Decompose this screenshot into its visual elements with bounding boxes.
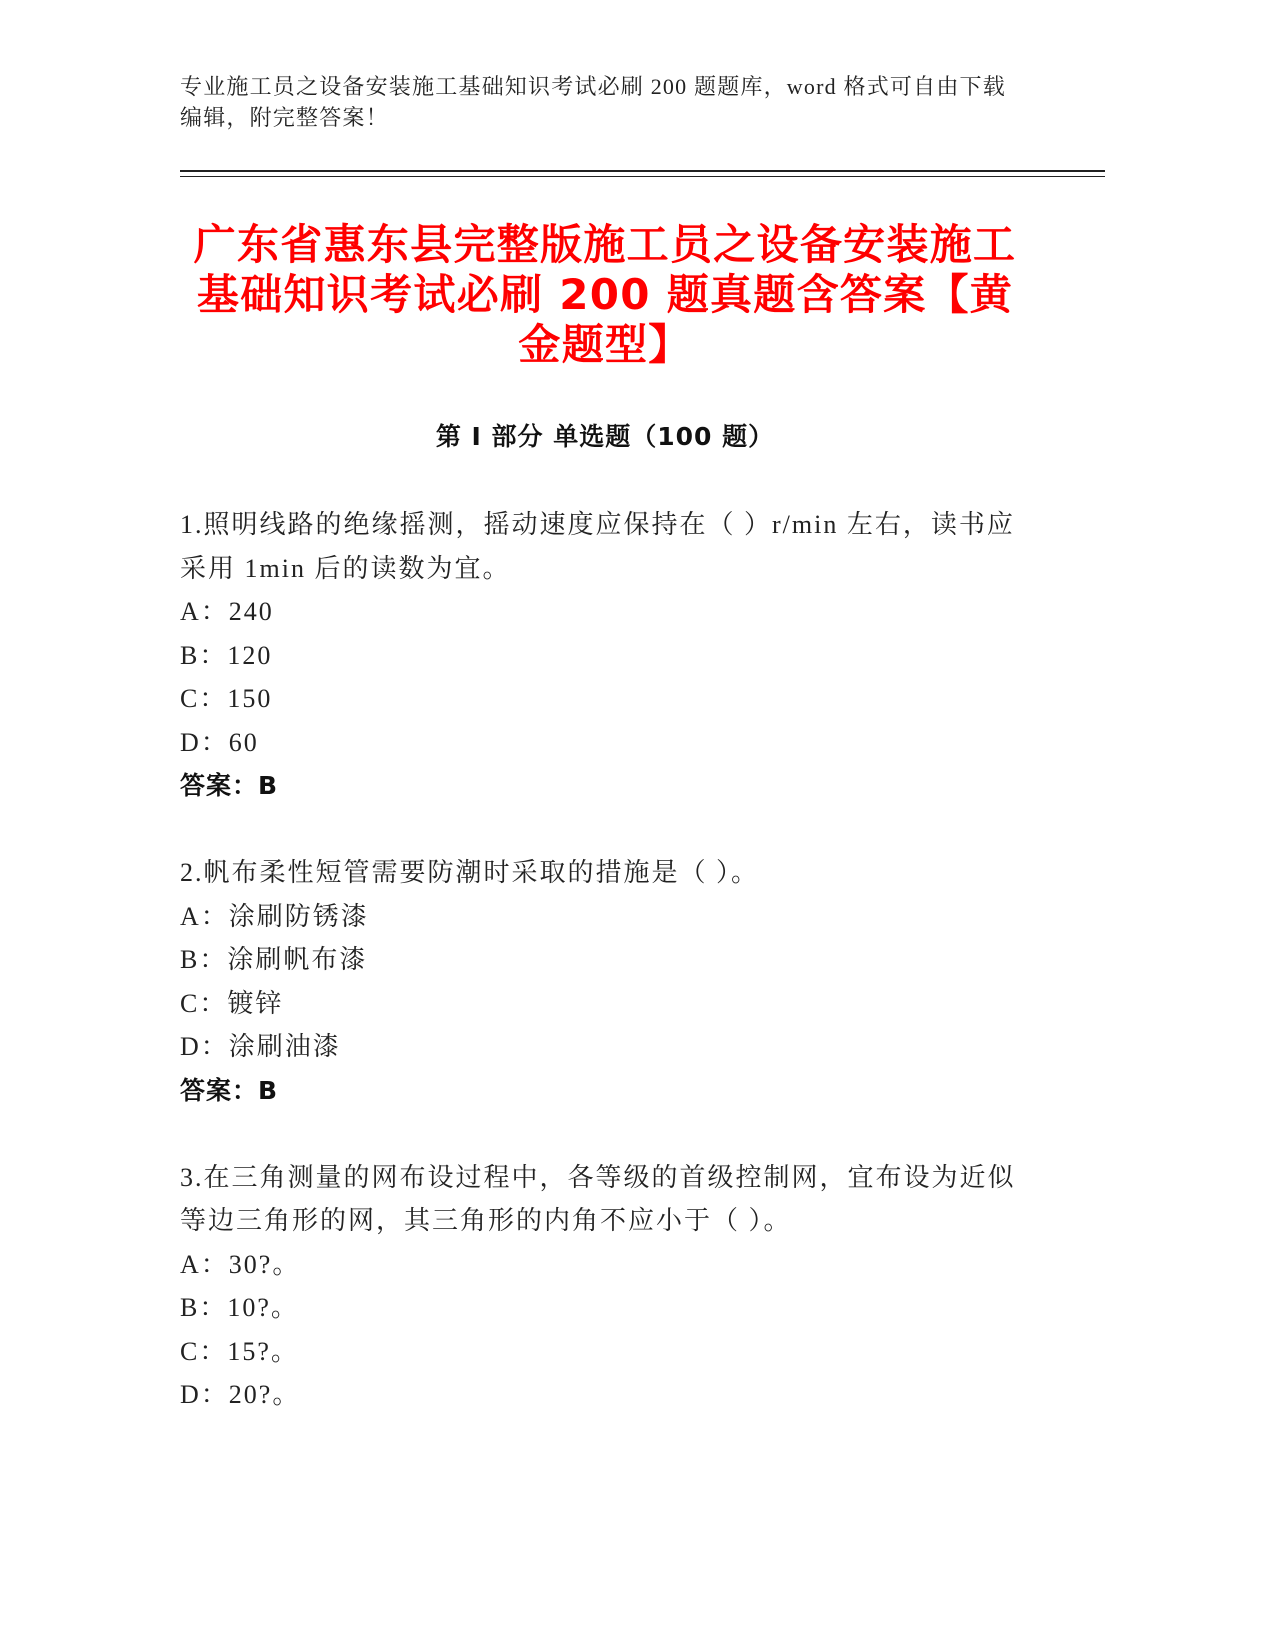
question-3 <box>180 1156 1040 1417</box>
option-c: C：镀锌 <box>180 988 284 1018</box>
question-2 <box>180 851 1040 1112</box>
question-stem: 1.照明线路的绝缘摇测，摇动速度应保持在（ ）r/min 左右，读书应采用 1min 后的读数为宜。 <box>180 510 1015 583</box>
question-stem: 2.帆布柔性短管需要防潮时采取的措施是（ ）。 <box>180 858 760 887</box>
option-a: A：30?。 <box>180 1249 301 1279</box>
option-a: A：涂刷防锈漆 <box>180 901 369 931</box>
option-b: B：涂刷帆布漆 <box>180 945 368 974</box>
document-title: 广东省惠东县完整版施工员之设备安装施工基础知识考试必刷 200 题真题含答案【黄金题型】 <box>193 220 1017 369</box>
answer-line <box>180 764 1040 808</box>
option-b: B：10?。 <box>180 1293 299 1322</box>
header-rule-thin <box>180 176 1105 177</box>
option-d: D：涂刷油漆 <box>180 1032 341 1061</box>
question-list <box>180 503 1040 1460</box>
option-c: C：15?。 <box>180 1336 299 1366</box>
header-rule-thick <box>180 170 1105 172</box>
section-heading: 第 I 部分 单选题（100 题） <box>435 422 775 451</box>
option-d: D：60 <box>180 727 259 757</box>
option-c: C：150 <box>180 684 273 713</box>
answer-label: 答案： <box>180 1075 259 1105</box>
answer-value: B <box>258 771 279 800</box>
answer-value: B <box>258 1075 279 1105</box>
question-stem: 3.在三角测量的网布设过程中，各等级的首级控制网，宜布设为近似等边三角形的网，其三角形的内角不应小于（ ）。 <box>180 1162 1016 1235</box>
question-1 <box>180 503 1040 808</box>
option-a: A：240 <box>180 597 274 626</box>
answer-line <box>180 1069 1040 1113</box>
answer-label: 答案： <box>180 771 259 800</box>
option-b: B：120 <box>180 640 273 670</box>
option-d: D：20?。 <box>180 1380 301 1409</box>
header-note: 专业施工员之设备安装施工基础知识考试必刷 200 题题库，word 格式可自由下载编辑，附完整答案！ <box>180 74 1006 130</box>
